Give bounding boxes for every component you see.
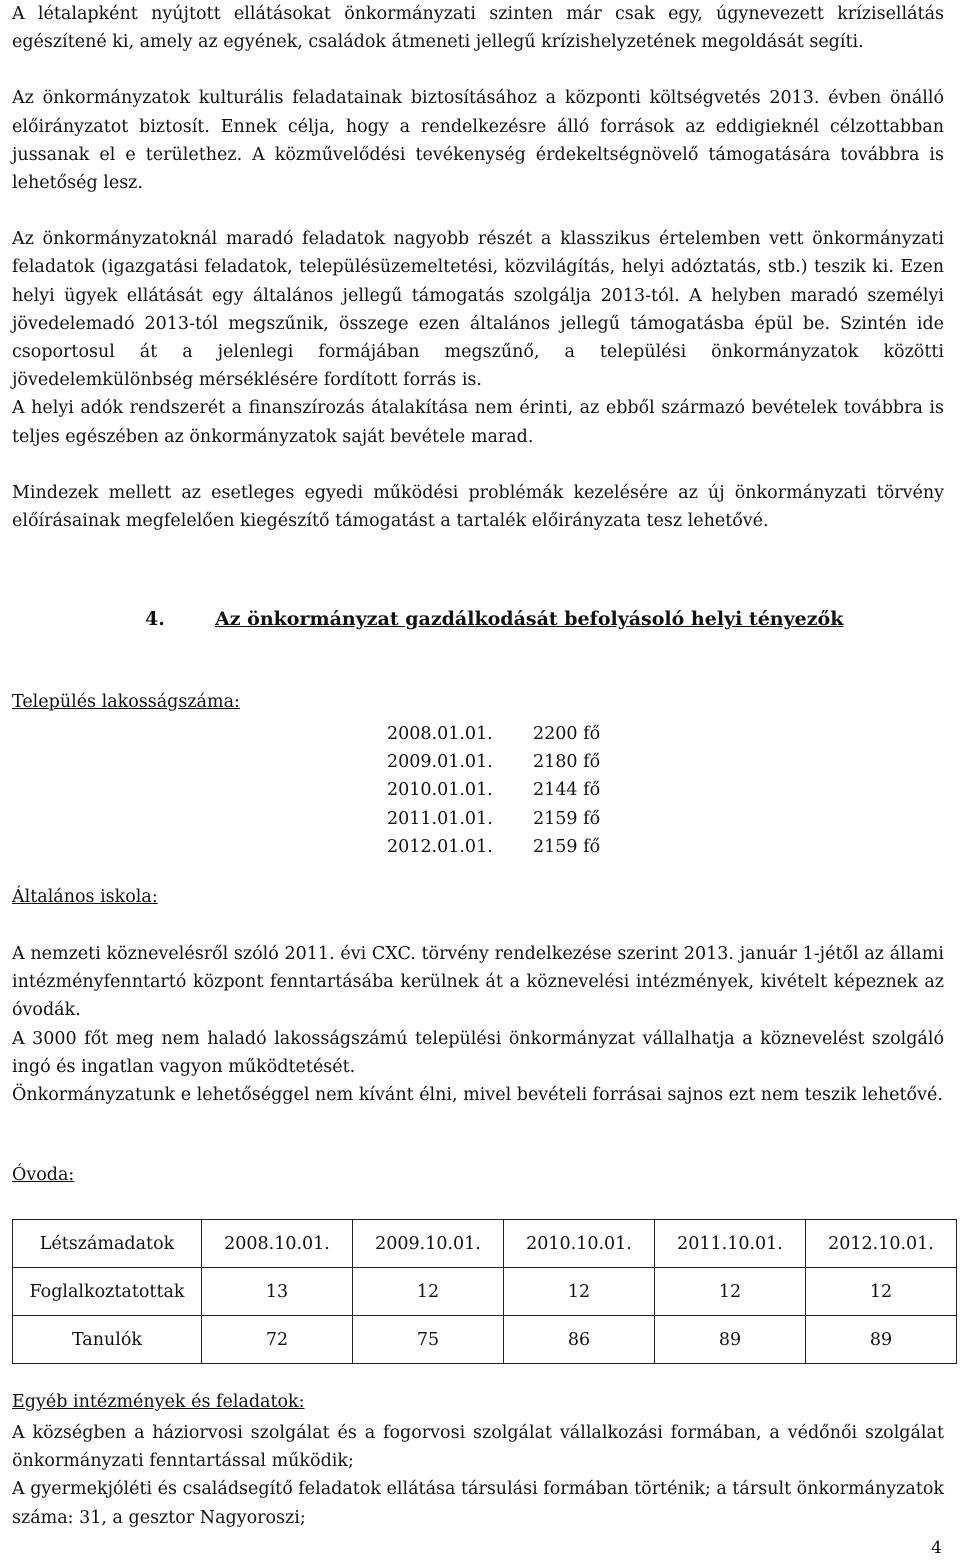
population-value: 2180 fő bbox=[533, 752, 601, 773]
population-row bbox=[387, 748, 600, 776]
population-date: 2011.01.01. bbox=[387, 808, 493, 829]
population-value: 2200 fő bbox=[533, 724, 601, 744]
table-cell: Foglalkoztatottak bbox=[13, 1268, 202, 1316]
table-cell: 12 bbox=[806, 1268, 957, 1316]
population-value: 2159 fő bbox=[533, 808, 601, 829]
paragraph-supplementary-support: Mindezek mellett az esetleges egyedi működési problémák kezelésére az új önkormányzati törvény előírásainak megfelelően kiegészítő támogatást a tartalék előirányzata tesz lehetővé. bbox=[12, 482, 944, 532]
table-cell: 13 bbox=[202, 1268, 353, 1316]
table-header-cell: 2012.10.01. bbox=[806, 1220, 957, 1268]
paragraph-cultural-tasks: Az önkormányzatok kulturális feladatainak biztosításához a központi költségvetés 2013. évben önálló előirányzatot biztosít. Ennek célja, hogy a rendelkezésre álló források az eddigieknél célzottabban jussanak el e területhez. A közművelődési tevékenység érdekeltségnövelő támogatására továbbra is lehetőség lesz. bbox=[12, 88, 944, 194]
population-value: 2144 fő bbox=[533, 780, 601, 801]
table-header-cell: 2011.10.01. bbox=[655, 1220, 806, 1268]
paragraph-local-taxes: A helyi adók rendszerét a finanszírozás átalakítása nem érinti, az ebből származó bevételek továbbra is teljes egészében az önkormányzatok saját bevétele marad. bbox=[12, 398, 944, 447]
table-cell: 12 bbox=[655, 1268, 806, 1316]
population-list bbox=[387, 720, 600, 861]
other-block bbox=[12, 1419, 944, 1532]
table-header-cell: 2010.10.01. bbox=[504, 1220, 655, 1268]
table-header-cell: Létszámadatok bbox=[13, 1220, 202, 1268]
paragraph-school-law: A nemzeti köznevelésről szóló 2011. évi CXC. törvény rendelkezése szerint 2013. január 1-jétől az állami intézményfenntartó központ fenntartásába kerülnek át a köznevelési intézmények, kivételt képeznek az óvodák. bbox=[12, 944, 944, 1021]
kindergarten-table bbox=[12, 1219, 957, 1364]
population-value: 2159 fő bbox=[533, 836, 601, 857]
table-cell: Tanulók bbox=[13, 1316, 202, 1364]
table-cell: 12 bbox=[504, 1268, 655, 1316]
paragraph-health-services: A községben a háziorvosi szolgálat és a fogorvosi szolgálat vállalkozási formában, a védőnői szolgálat önkormányzati fenntartással működik; bbox=[12, 1423, 944, 1472]
section-heading bbox=[145, 608, 843, 630]
table-cell: 72 bbox=[202, 1316, 353, 1364]
table-row bbox=[13, 1316, 957, 1364]
table-header-cell: 2008.10.01. bbox=[202, 1220, 353, 1268]
population-row bbox=[387, 776, 600, 804]
table-row bbox=[13, 1268, 957, 1316]
section-title: Az önkormányzat gazdálkodását befolyásoló helyi tényezők bbox=[215, 608, 844, 630]
table-header-row bbox=[13, 1220, 957, 1268]
table-cell: 75 bbox=[353, 1316, 504, 1364]
school-block bbox=[12, 940, 944, 1109]
paragraph-school-operation: A 3000 főt meg nem haladó lakosságszámú települési önkormányzat vállalhatja a köznevelést szolgáló ingó és ingatlan vagyon működtetését. bbox=[12, 1028, 944, 1077]
school-label: Általános iskola: bbox=[12, 887, 158, 907]
population-row bbox=[387, 720, 600, 748]
paragraph-family-services: A gyermekjóléti és családsegítő feladatok ellátása társulási formában történik; a társult önkormányzatok száma: 31, a gesztor Nagyoroszi; bbox=[12, 1479, 944, 1528]
table-cell: 89 bbox=[806, 1316, 957, 1364]
kindergarten-label: Óvoda: bbox=[12, 1165, 75, 1185]
population-date: 2008.01.01. bbox=[387, 724, 493, 744]
population-row bbox=[387, 833, 600, 861]
population-date: 2012.01.01. bbox=[387, 836, 493, 857]
table-header-cell: 2009.10.01. bbox=[353, 1220, 504, 1268]
intro-block bbox=[12, 0, 944, 535]
page-number: 4 bbox=[931, 1538, 942, 1558]
population-date: 2010.01.01. bbox=[387, 780, 493, 801]
table-cell: 89 bbox=[655, 1316, 806, 1364]
other-label: Egyéb intézmények és feladatok: bbox=[12, 1392, 305, 1412]
table-cell: 86 bbox=[504, 1316, 655, 1364]
population-label: Település lakosságszáma: bbox=[12, 692, 240, 712]
population-row bbox=[387, 805, 600, 833]
population-date: 2009.01.01. bbox=[387, 752, 493, 773]
paragraph-crisis-care: A létalapként nyújtott ellátásokat önkormányzati szinten már csak egy, úgynevezett krízisellátás egészítené ki, amely az egyének, családok átmeneti jellegű krízishelyzetének megoldását segíti. bbox=[12, 4, 944, 53]
section-number: 4. bbox=[145, 608, 165, 630]
paragraph-local-tasks: Az önkormányzatoknál maradó feladatok nagyobb részét a klasszikus értelemben vett önkormányzati feladatok (igazgatási feladatok, településüzemeltetési, közvilágítás, helyi adóztatás, stb.) teszik ki. Ezen helyi ügyek ellátását egy általános jellegű támogatás szolgálja 2013-tól. A helyben maradó személyi jövedelemadó 2013-tól megszűnik, összege ezen általános jellegű támogatásba épül be. Szintén ide csoportosul át a jelenlegi formájában megszűnő, a települési önkormányzatok közötti jövedelemkülönbség mérséklésére fordított forrás is. bbox=[12, 229, 944, 391]
table-cell: 12 bbox=[353, 1268, 504, 1316]
paragraph-school-decision: Önkormányzatunk e lehetőséggel nem kívánt élni, mivel bevételi forrásai sajnos ezt nem teszik lehetővé. bbox=[12, 1085, 943, 1106]
